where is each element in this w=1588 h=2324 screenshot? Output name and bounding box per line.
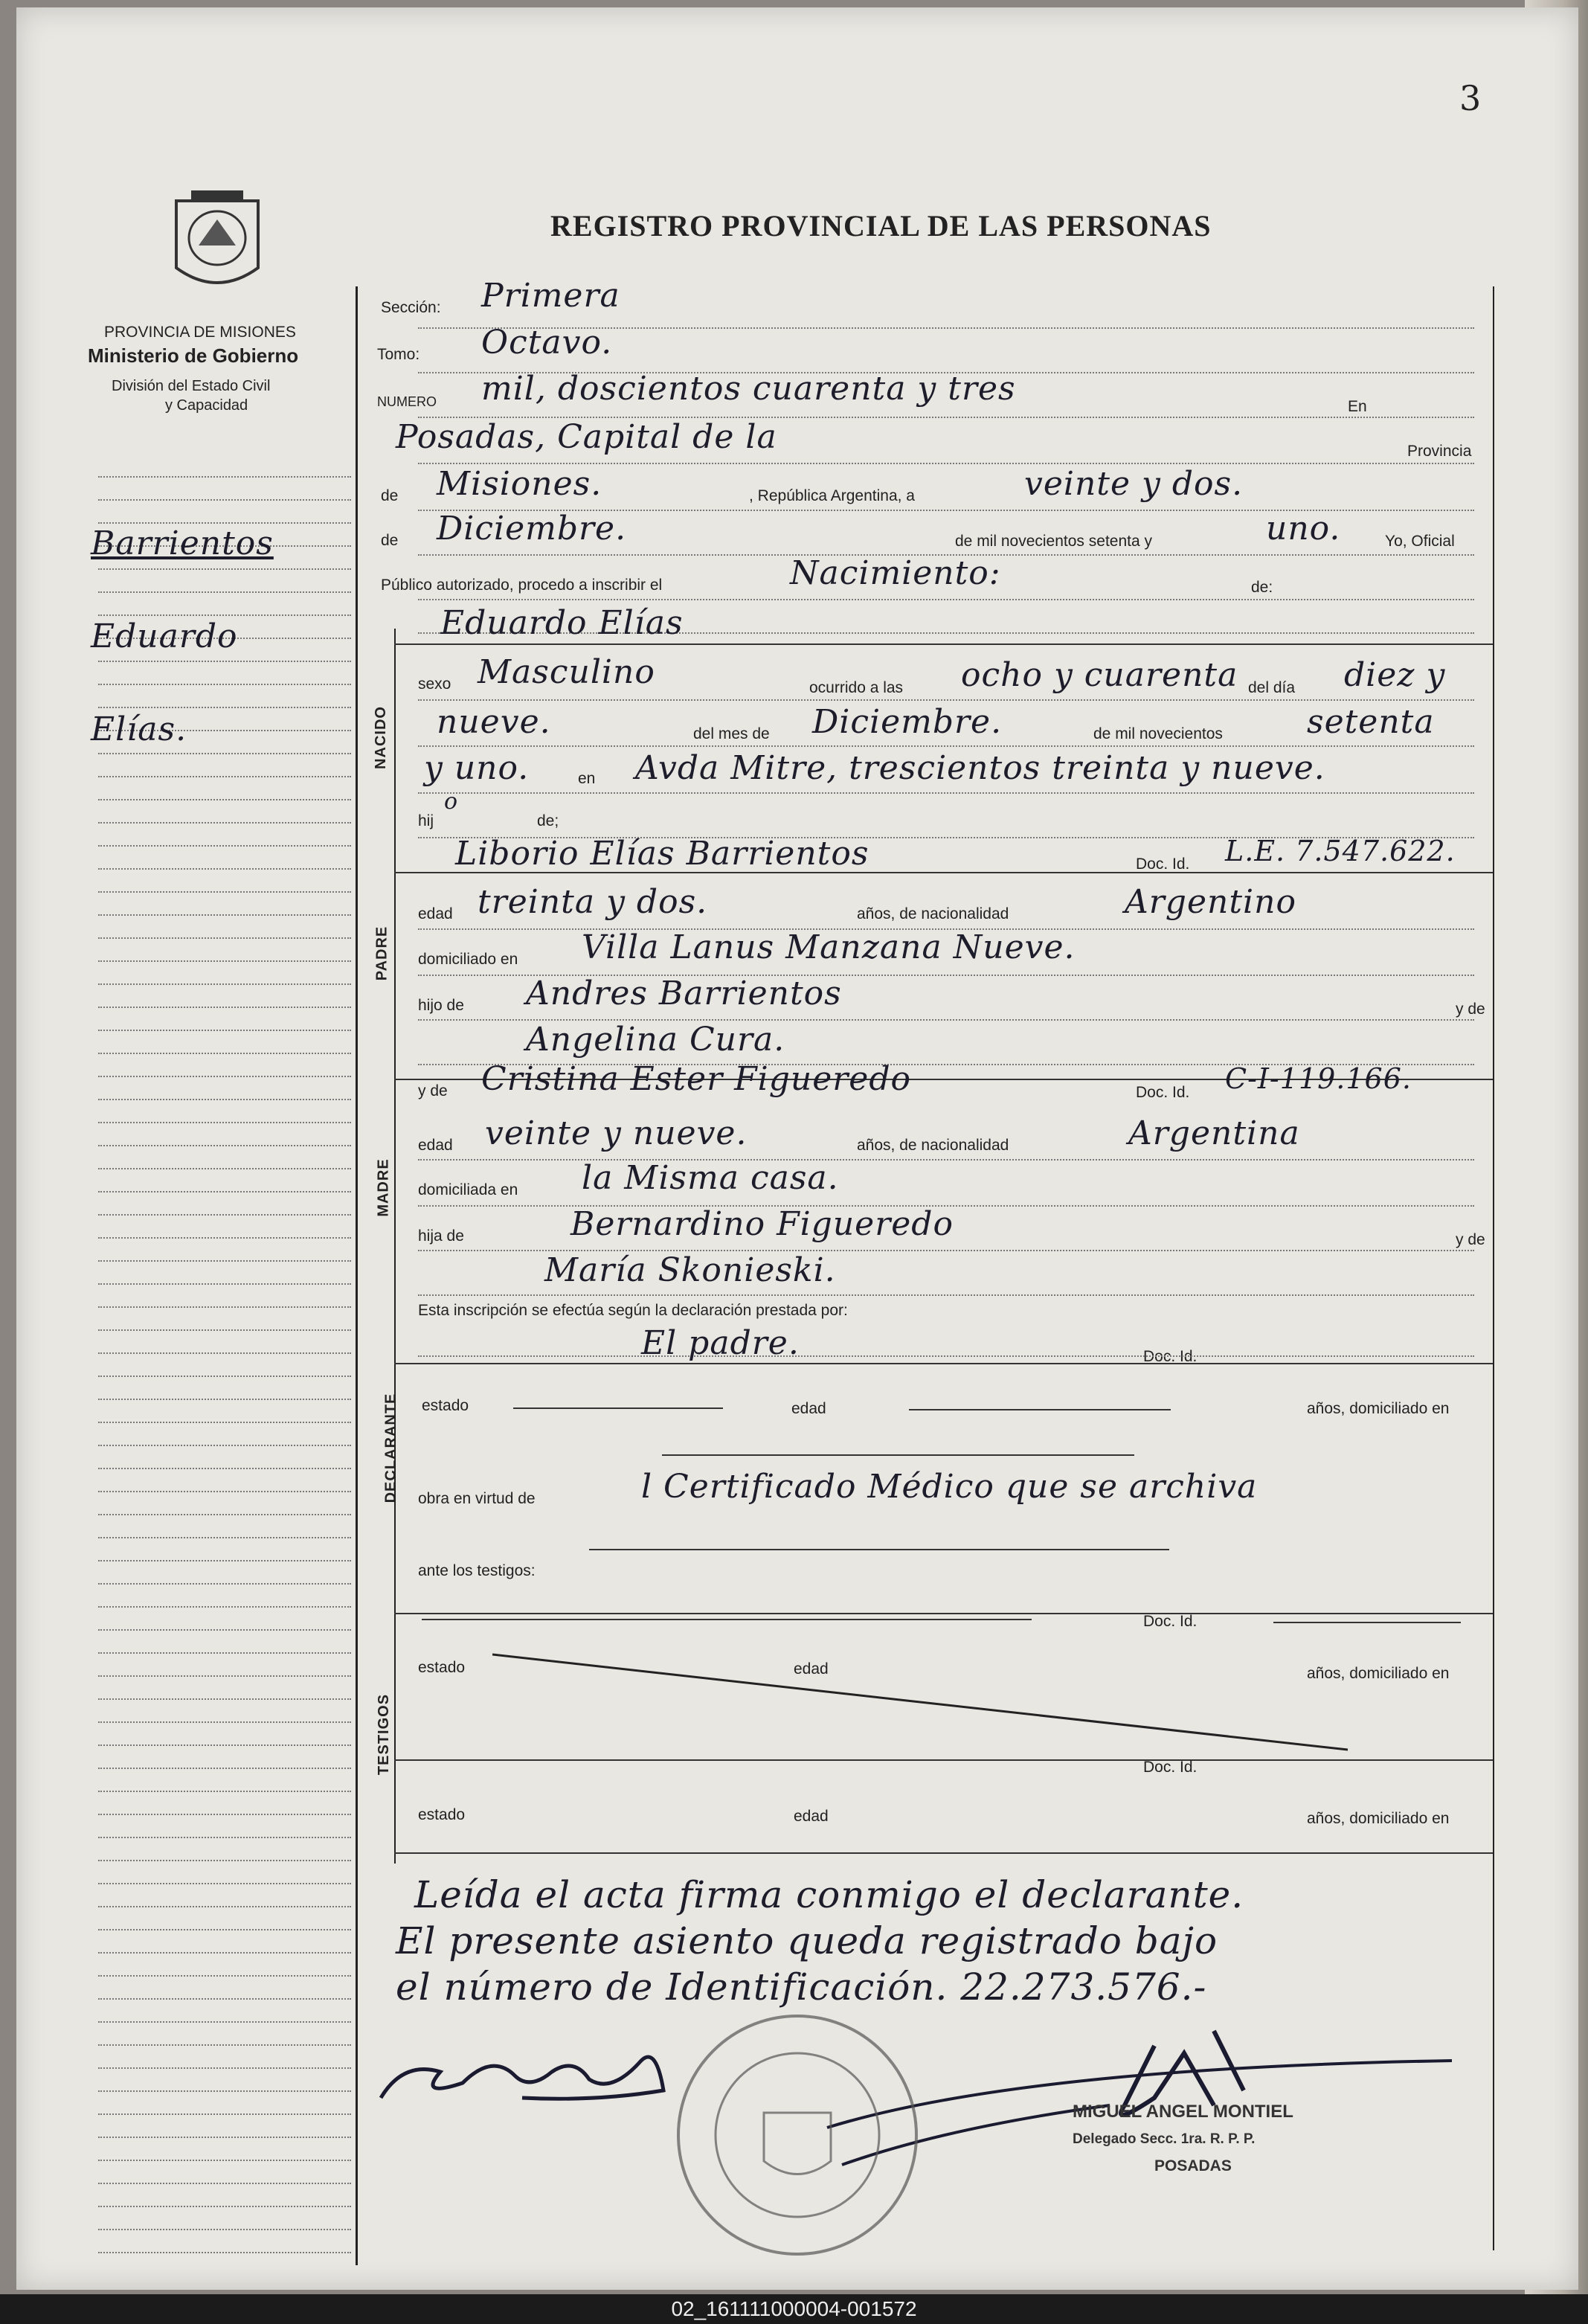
dotted-rule [418, 699, 1474, 701]
official-round-stamp-icon [671, 2009, 924, 2262]
dotted-rule [98, 799, 351, 800]
label-hijo-de: hijo de [418, 997, 464, 1014]
dotted-rule [98, 776, 351, 777]
dotted-rule [98, 614, 351, 616]
entry-madre-dom: la Misma casa. [582, 1159, 839, 1197]
dotted-rule [418, 1355, 1474, 1357]
entry-hij-suffix: o [444, 789, 459, 815]
label-obra: obra en virtud de [418, 1490, 536, 1507]
entry-numero: mil, doscientos cuarenta y tres [481, 370, 1016, 408]
declarant-signature-icon [373, 2031, 701, 2113]
label-hij: hij [418, 812, 434, 829]
label-doc-id-testigo1: Doc. Id. [1143, 1613, 1198, 1630]
label-mil-setenta: de mil novecientos setenta y [955, 533, 1152, 550]
dotted-rule [418, 745, 1474, 747]
agency-line1: PROVINCIA DE MISIONES [104, 324, 296, 341]
dotted-rule [98, 937, 351, 939]
dotted-rule [98, 822, 351, 824]
entry-padre-nac: Argentino [1125, 883, 1296, 921]
separator-nacido-top [394, 643, 1493, 645]
label-inscripcion: Esta inscripción se efectúa según la declaración prestada por: [418, 1302, 848, 1319]
dotted-rule [98, 960, 351, 962]
page-number: 3 [1459, 78, 1482, 118]
entry-hora: ocho y cuarenta [961, 656, 1238, 694]
section-padre: PADRE [373, 925, 390, 981]
label-domiciliado-en: domiciliado en [418, 951, 518, 968]
entry-nombre: Eduardo Elías [440, 604, 684, 642]
dotted-rule [98, 1514, 351, 1515]
dotted-rule [98, 1030, 351, 1031]
section-declarante: DECLARANTE [382, 1393, 399, 1503]
entry-dia: diez y [1344, 656, 1446, 694]
dotted-rule [98, 1606, 351, 1608]
testigo-strike-line [492, 1651, 1355, 1756]
section-frame-inner [394, 629, 396, 1864]
dotted-rule [418, 463, 1474, 464]
label-edad-madre: edad [418, 1137, 453, 1154]
dotted-rule [98, 661, 351, 662]
dotted-rule [98, 2252, 351, 2253]
entry-dia-acta: veinte y dos. [1024, 465, 1244, 503]
label-de: de [381, 487, 399, 504]
entry-lugar-nac: Avda Mitre, trescientos treinta y nueve. [635, 749, 1325, 787]
dotted-rule [98, 1122, 351, 1123]
label-anos-nac-padre: años, de nacionalidad [857, 905, 1009, 922]
entry-madre-edad: veinte y nueve. [485, 1114, 748, 1152]
label-domiciliada-en: domiciliada en [418, 1181, 518, 1198]
entry-padre-padre: Andres Barrientos [526, 975, 842, 1012]
dotted-rule [98, 1560, 351, 1561]
label-de-mil: de mil novecientos [1093, 725, 1223, 742]
entry-declarante: El padre. [641, 1324, 800, 1362]
dotted-rule [418, 599, 1474, 600]
dotted-rule [418, 792, 1474, 794]
label-edad-padre: edad [418, 905, 453, 922]
dotted-rule [98, 1145, 351, 1146]
declarante-extra-line-2 [589, 1549, 1169, 1550]
label-doc-id-testigo2: Doc. Id. [1143, 1759, 1198, 1776]
entry-anio: setenta [1307, 703, 1435, 741]
entry-sexo: Masculino [478, 653, 655, 691]
label-yo-oficial: Yo, Oficial [1385, 533, 1455, 550]
entry-anio-2: y uno. [424, 749, 530, 787]
dotted-rule [98, 2090, 351, 2092]
dotted-rule [418, 1159, 1474, 1161]
entry-madre-nac: Argentina [1128, 1114, 1300, 1152]
label-hija-de: hija de [418, 1227, 464, 1245]
dotted-rule [98, 2021, 351, 2023]
dotted-rule [98, 1007, 351, 1008]
dotted-rule [98, 1076, 351, 1077]
entry-mes-acta: Diciembre. [437, 510, 627, 548]
testigo-line-1 [422, 1619, 1032, 1620]
label-ocurrido: ocurrido a las [809, 679, 904, 696]
entry-lugar: Posadas, Capital de la [396, 418, 777, 456]
dotted-rule [98, 684, 351, 685]
agency-line3: División del Estado Civil [112, 378, 271, 394]
dotted-rule [98, 1906, 351, 1907]
entry-mes: Diciembre. [812, 703, 1003, 741]
dotted-rule [98, 1583, 351, 1585]
agency-line4: y Capacidad [165, 397, 248, 414]
dotted-rule [98, 1768, 351, 1769]
dotted-rule [98, 1975, 351, 1977]
dotted-rule [98, 753, 351, 754]
dotted-rule [98, 1191, 351, 1193]
entry-madre-nombre: Cristina Ester Figueredo [481, 1060, 911, 1098]
label-tomo: Tomo: [377, 346, 420, 363]
entry-tipo: Nacimiento: [790, 554, 1001, 592]
entry-nota-2: El presente asiento queda registrado bajo [396, 1919, 1218, 1962]
dotted-rule [98, 1329, 351, 1331]
label-de-4: de; [537, 812, 559, 829]
separator-testigos-top [394, 1613, 1493, 1614]
dotted-rule [98, 707, 351, 708]
dotted-rule [98, 1721, 351, 1723]
entry-padre-madre: Angelina Cura. [526, 1021, 785, 1059]
section-testigos: TESTIGOS [376, 1693, 393, 1776]
stamp-role: Delegado Secc. 1ra. R. P. P. [1073, 2131, 1256, 2147]
entry-padre-edad: treinta y dos. [478, 883, 708, 921]
dotted-rule [98, 1445, 351, 1446]
dotted-rule [98, 2160, 351, 2161]
label-ante: ante los testigos: [418, 1562, 536, 1579]
dotted-rule [98, 1929, 351, 1930]
label-doc-id-madre: Doc. Id. [1136, 1084, 1190, 1101]
label-anos-dom-testigo2: años, domiciliado en [1307, 1810, 1450, 1827]
entry-anio-acta: uno. [1266, 510, 1341, 548]
dotted-rule [98, 1860, 351, 1861]
dotted-rule [98, 1214, 351, 1216]
stamp-name: MIGUEL ANGEL MONTIEL [1073, 2102, 1293, 2122]
entry-madre-madre: María Skonieski. [544, 1251, 836, 1289]
label-del-dia: del día [1248, 679, 1296, 696]
label-sexo: sexo [418, 675, 451, 693]
dotted-rule [98, 1283, 351, 1285]
label-del-mes: del mes de [693, 725, 770, 742]
dotted-rule [98, 1744, 351, 1746]
entry-padre-doc: L.E. 7.547.622. [1225, 835, 1456, 867]
label-estado-testigo1: estado [418, 1659, 466, 1676]
dotted-rule [98, 1260, 351, 1262]
label-edad-testigo2: edad [794, 1808, 829, 1825]
provincial-seal-icon [169, 186, 266, 298]
label-republica: , República Argentina, a [749, 487, 915, 504]
label-en: En [1348, 398, 1367, 415]
declarante-estado-line [513, 1407, 723, 1409]
testigo-line-2 [1273, 1622, 1461, 1623]
dotted-rule [98, 2206, 351, 2207]
dotted-rule [98, 1237, 351, 1239]
main-frame-left [356, 286, 358, 2265]
label-de-2: de [381, 532, 399, 549]
stamp-city: POSADAS [1154, 2157, 1232, 2174]
label-anos-dom-declarante: años, domiciliado en [1307, 1400, 1450, 1417]
label-numero: NUMERO [377, 394, 437, 409]
dotted-rule [98, 476, 351, 478]
dotted-rule [98, 891, 351, 893]
dotted-rule [98, 1376, 351, 1377]
dotted-rule [98, 568, 351, 570]
entry-obra: l Certificado Médico que se archiva [641, 1468, 1258, 1506]
label-doc-id-padre: Doc. Id. [1136, 856, 1190, 873]
dotted-rule [98, 1883, 351, 1884]
label-y-de-madre-2: y de [1456, 1231, 1485, 1248]
dotted-rule [98, 1698, 351, 1700]
entry-madre-padre: Bernardino Figueredo [570, 1205, 954, 1243]
dotted-rule [98, 2229, 351, 2230]
dotted-rule [98, 983, 351, 985]
label-provincia: Provincia [1407, 443, 1472, 460]
document-title: REGISTRO PROVINCIAL DE LAS PERSONAS [550, 209, 1212, 243]
dotted-rule [98, 1422, 351, 1423]
label-y-de-padre: y de [1456, 1001, 1485, 1018]
dotted-rule [98, 2067, 351, 2069]
dotted-rule [98, 1814, 351, 1815]
dotted-rule [98, 1099, 351, 1100]
declarante-extra-line [662, 1454, 1134, 1456]
dotted-rule [98, 2183, 351, 2184]
entry-tomo: Octavo. [481, 324, 613, 362]
dotted-rule [418, 1294, 1474, 1296]
separator-testigos-mid [394, 1759, 1493, 1761]
label-estado-declarante: estado [422, 1397, 469, 1414]
label-en-2: en [578, 770, 596, 787]
dotted-rule [98, 1053, 351, 1054]
dotted-rule [98, 1837, 351, 1838]
entry-madre-doc: C-I-119.166. [1225, 1062, 1412, 1095]
label-edad-testigo1: edad [794, 1660, 829, 1678]
dotted-rule [98, 522, 351, 524]
dotted-rule [98, 1168, 351, 1169]
separator-declarante-top [394, 1363, 1493, 1364]
label-doc-id-declarante: Doc. Id. [1143, 1348, 1198, 1365]
dotted-rule [98, 1791, 351, 1792]
entry-dia-2: nueve. [437, 703, 551, 741]
label-estado-testigo2: estado [418, 1806, 466, 1823]
dotted-rule [98, 868, 351, 870]
entry-padre-nombre: Liborio Elías Barrientos [455, 835, 869, 873]
dotted-rule [98, 2044, 351, 2046]
separator-testigos-bottom [394, 1852, 1493, 1854]
label-de-3: de: [1251, 579, 1273, 596]
dotted-rule [98, 1998, 351, 2000]
register-page [16, 7, 1578, 2290]
dotted-rule [98, 1952, 351, 1954]
entry-nota-1: Leída el acta firma conmigo el declarante. [414, 1873, 1244, 1916]
label-seccion: Sección: [381, 299, 441, 316]
dotted-rule [98, 1352, 351, 1354]
dotted-rule [98, 1491, 351, 1492]
declarante-edad-line [909, 1409, 1171, 1410]
dotted-rule [98, 1629, 351, 1631]
label-y-de-madre: y de [418, 1082, 448, 1100]
entry-provincia: Misiones. [437, 465, 602, 503]
main-frame-right [1493, 286, 1494, 2250]
label-publico: Público autorizado, procedo a inscribir el [381, 577, 663, 594]
dotted-rule [98, 845, 351, 847]
entry-nota-3: el número de Identificación. 22.273.576.- [396, 1965, 1207, 2009]
dotted-rule [98, 2113, 351, 2115]
dotted-rule [98, 1675, 351, 1677]
dotted-rule [98, 2137, 351, 2138]
agency-line2: Ministerio de Gobierno [88, 344, 299, 367]
label-anos-dom-testigo1: años, domiciliado en [1307, 1665, 1450, 1682]
dotted-rule [98, 1652, 351, 1654]
dotted-rule [98, 499, 351, 501]
dotted-rule [98, 591, 351, 593]
label-anos-nac-madre: años, de nacionalidad [857, 1137, 1009, 1154]
dotted-rule [98, 1306, 351, 1308]
file-id-footer: 02_161111000004-001572 [0, 2294, 1588, 2324]
dotted-rule [98, 1399, 351, 1400]
dotted-rule [98, 914, 351, 916]
section-madre: MADRE [375, 1158, 392, 1217]
label-edad-declarante: edad [791, 1400, 826, 1417]
entry-seccion: Primera [481, 277, 620, 315]
dotted-rule [98, 1537, 351, 1538]
margin-second-name: Elías. [91, 710, 187, 748]
margin-surname: Barrientos [91, 524, 274, 562]
dotted-rule [98, 1468, 351, 1469]
margin-first-name: Eduardo [91, 617, 238, 655]
section-nacido: NACIDO [372, 706, 389, 769]
entry-padre-dom: Villa Lanus Manzana Nueve. [582, 928, 1076, 966]
